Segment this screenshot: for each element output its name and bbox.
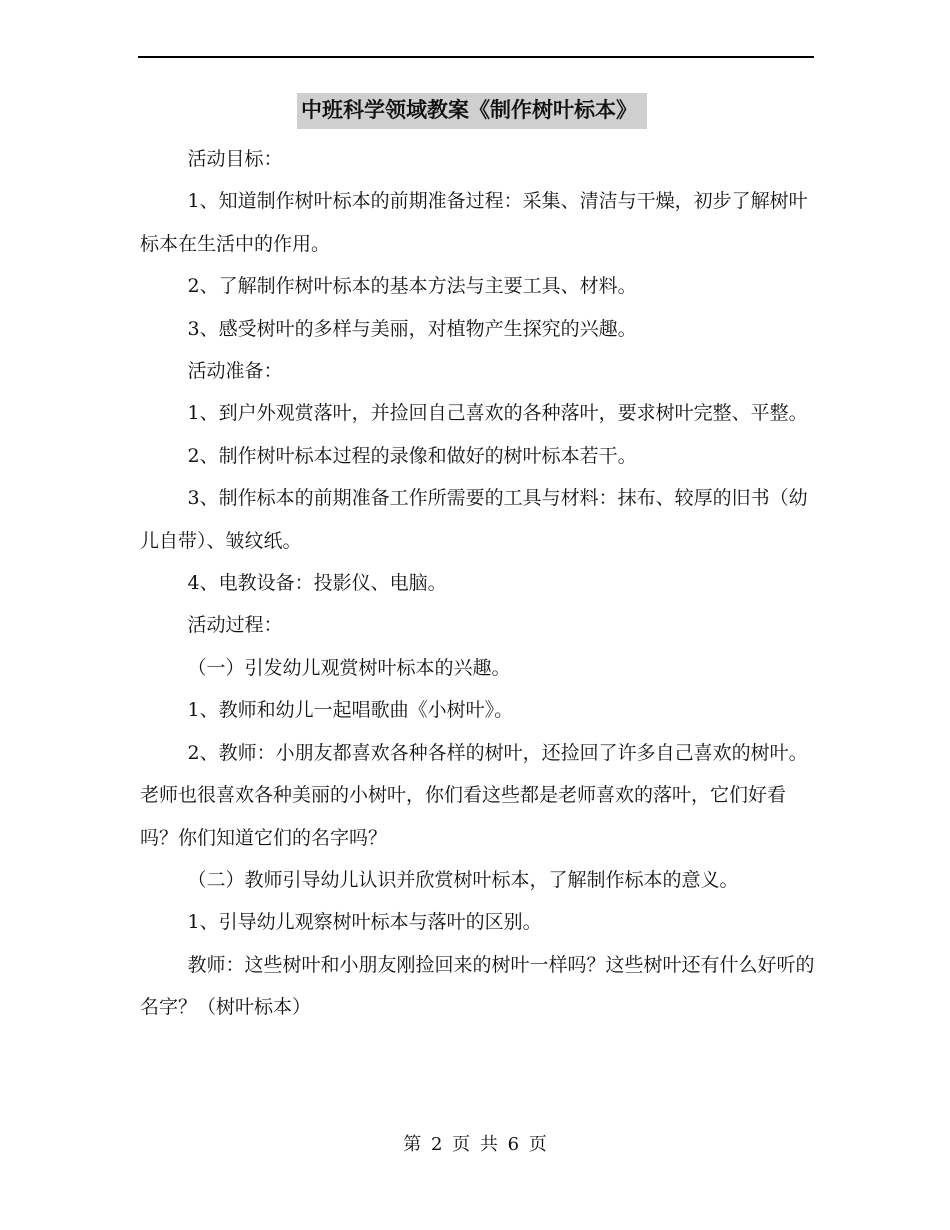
paragraph-step-2-1: 1、引导幼儿观察树叶标本与落叶的区别。: [187, 911, 542, 934]
paragraph-section-1: （一）引发幼儿观赏树叶标本的兴趣。: [187, 656, 511, 679]
paragraph-prep-4: 4、电教设备：投影仪、电脑。: [187, 572, 447, 595]
paragraph-step-1: 1、教师和幼儿一起唱歌曲《小树叶》。: [187, 699, 514, 722]
paragraph-prep-heading: 活动准备：: [187, 360, 283, 383]
document-body: [140, 138, 816, 1029]
title-container: [0, 93, 950, 129]
paragraph-goal-3: 3、感受树叶的多样与美丽，对植物产生探究的兴趣。: [187, 317, 637, 340]
paragraph-goal-1: 1、知道制作树叶标本的前期准备过程：采集、清洁与干燥，初步了解树叶标本在生活中的作用。: [140, 190, 808, 255]
paragraph-goals-heading: 活动目标：: [187, 148, 283, 170]
paragraph-step-2: 2、教师：小朋友都喜欢各种各样的树叶，还捡回了许多自己喜欢的树叶。老师也很喜欢各种美丽的小树叶，你们看这些都是老师喜欢的落叶，它们好看吗？你们知道它们的名字吗？: [140, 741, 808, 849]
paragraph-prep-1: 1、到户外观赏落叶，并捡回自己喜欢的各种落叶，要求树叶完整、平整。: [187, 402, 808, 425]
paragraph-goal-2: 2、了解制作树叶标本的基本方法与主要工具、材料。: [187, 275, 637, 298]
header-rule: [138, 56, 814, 58]
paragraph-teacher-question: 教师：这些树叶和小朋友刚捡回来的树叶一样吗？这些树叶还有什么好听的名字？（树叶标本）: [140, 953, 815, 1019]
paragraph-process-heading: 活动过程：: [187, 614, 283, 637]
page-number: 第 2 页 共 6 页: [403, 1134, 547, 1155]
paragraph-prep-2: 2、制作树叶标本过程的录像和做好的树叶标本若干。: [187, 444, 637, 467]
paragraph-section-2: （二）教师引导幼儿认识并欣赏树叶标本，了解制作标本的意义。: [187, 868, 739, 891]
paragraph-prep-3: 3、制作标本的前期准备工作所需要的工具与材料：抹布、较厚的旧书（幼儿自带）、皱纹纸。: [140, 487, 808, 552]
document-title: 中班科学领域教案《制作树叶标本》: [297, 93, 647, 129]
